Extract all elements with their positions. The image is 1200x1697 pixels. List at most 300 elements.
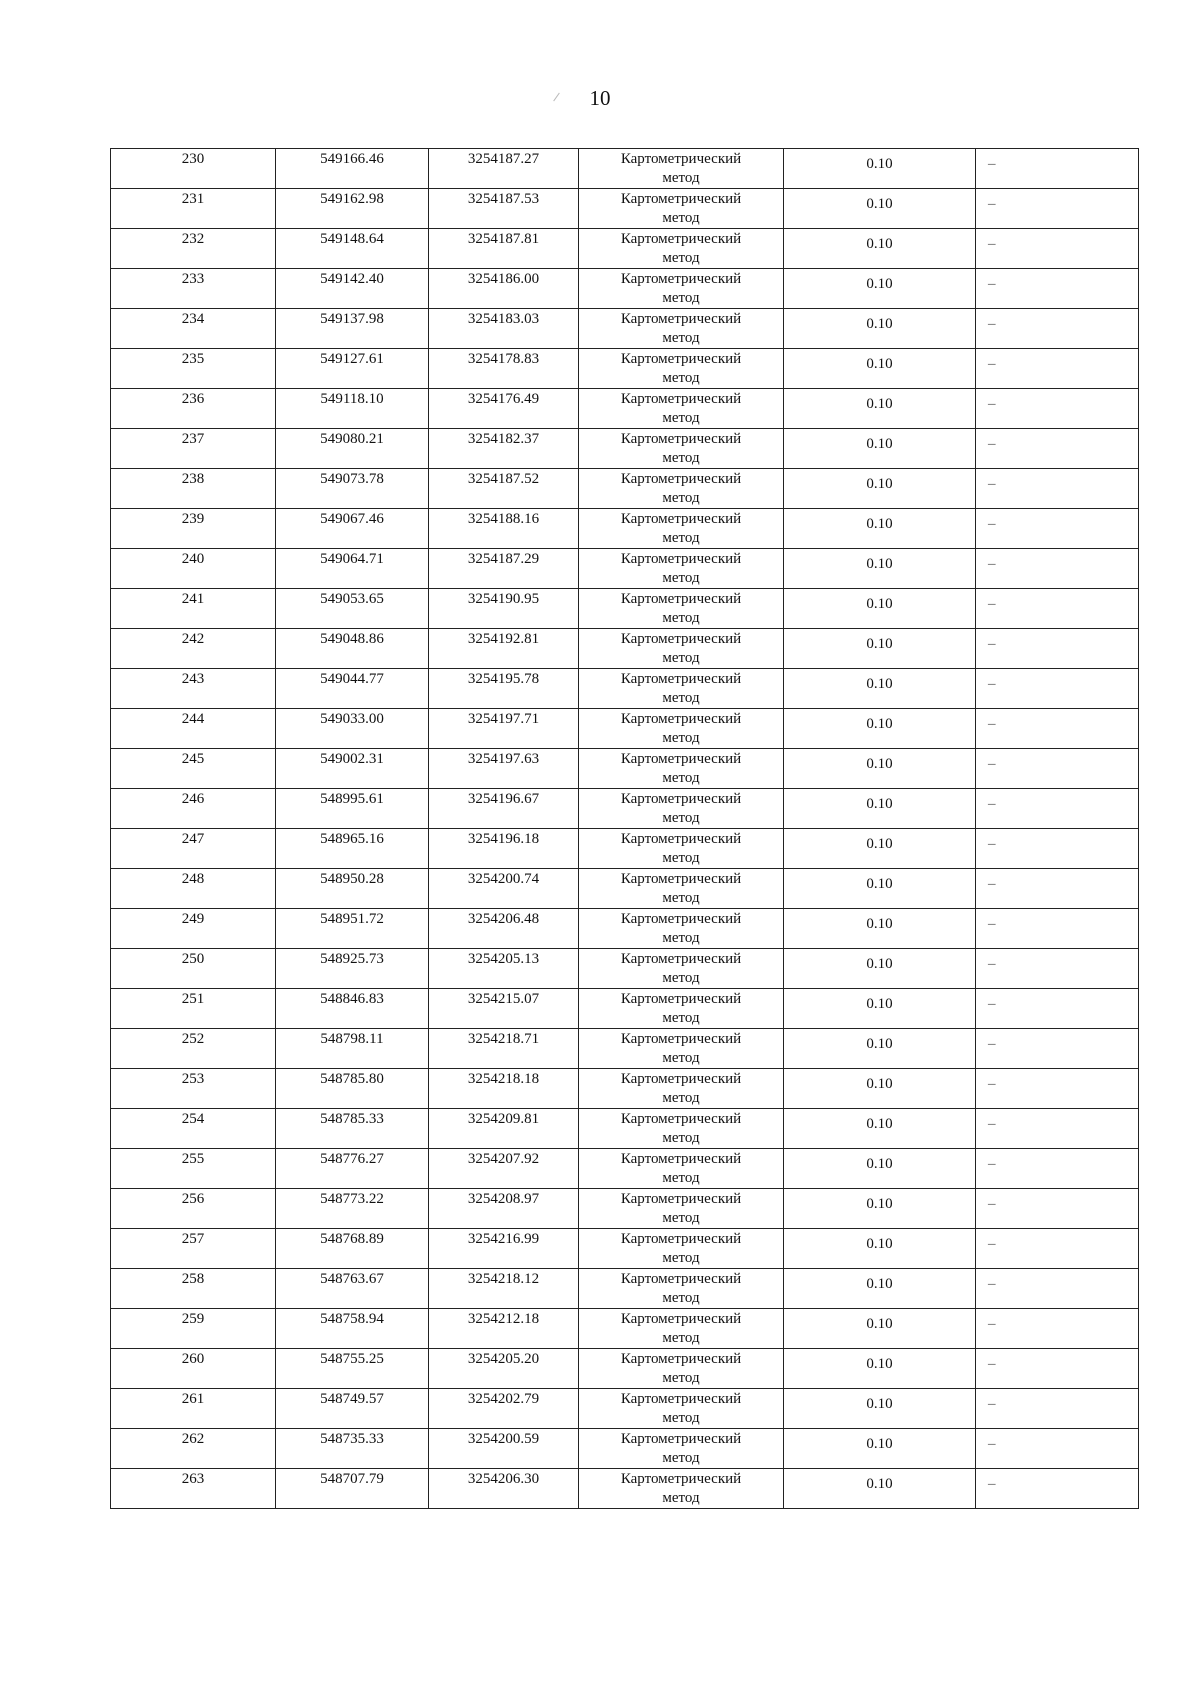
table-row: [111, 1309, 1139, 1349]
point-number-cell-value: 240: [181, 551, 205, 567]
table-row: [111, 1429, 1139, 1469]
x-coordinate-cell: [276, 1309, 429, 1349]
method-line2: метод: [662, 450, 700, 466]
x-coordinate-cell-value: 549148.64: [320, 231, 384, 247]
point-number-cell-value: 237: [181, 431, 205, 447]
description-cell-value: –: [988, 756, 996, 772]
x-coordinate-cell-value: 549166.46: [320, 151, 384, 167]
accuracy-cell-value: 0.10: [866, 1276, 893, 1292]
x-coordinate-cell-value: 549064.71: [320, 551, 384, 567]
method-cell: [579, 869, 784, 909]
method-cell: [579, 749, 784, 789]
y-coordinate-cell-value: 3254202.79: [467, 1391, 540, 1407]
method-cell: [579, 1189, 784, 1229]
method-line2: метод: [662, 1370, 700, 1386]
description-cell-value: –: [988, 836, 996, 852]
description-cell: [976, 1309, 1139, 1349]
y-coordinate-cell-value: 3254187.53: [467, 191, 540, 207]
y-coordinate-cell: [429, 909, 579, 949]
description-cell: [976, 1349, 1139, 1389]
y-coordinate-cell-value: 3254186.00: [467, 271, 540, 287]
x-coordinate-cell-value: 549053.65: [320, 591, 384, 607]
x-coordinate-cell: [276, 349, 429, 389]
method-line1: Картометрический: [620, 631, 742, 647]
method-line2: метод: [662, 1450, 700, 1466]
x-coordinate-cell: [276, 549, 429, 589]
description-cell-value: –: [988, 436, 996, 452]
accuracy-cell: [784, 1029, 976, 1069]
method-cell: [579, 829, 784, 869]
method-line1: Картометрический: [620, 1231, 742, 1247]
method-cell: [579, 309, 784, 349]
y-coordinate-cell-value: 3254182.37: [467, 431, 540, 447]
x-coordinate-cell-value: 548965.16: [320, 831, 384, 847]
y-coordinate-cell-value: 3254200.74: [467, 871, 540, 887]
y-coordinate-cell: [429, 1349, 579, 1389]
table-row: [111, 1189, 1139, 1229]
point-number-cell-value: 230: [181, 151, 205, 167]
method-line2: метод: [662, 890, 700, 906]
description-cell: [976, 309, 1139, 349]
accuracy-cell-value: 0.10: [866, 1116, 893, 1132]
x-coordinate-cell-value: 548950.28: [320, 871, 384, 887]
x-coordinate-cell-value: 548773.22: [320, 1191, 384, 1207]
point-number-cell: [111, 869, 276, 909]
description-cell-value: –: [988, 1156, 996, 1172]
x-coordinate-cell: [276, 1029, 429, 1069]
method-line1: Картометрический: [620, 271, 742, 287]
description-cell-value: –: [988, 396, 996, 412]
description-cell: [976, 629, 1139, 669]
x-coordinate-cell: [276, 1389, 429, 1429]
x-coordinate-cell: [276, 989, 429, 1029]
y-coordinate-cell-value: 3254187.29: [467, 551, 540, 567]
x-coordinate-cell: [276, 149, 429, 189]
point-number-cell-value: 232: [181, 231, 205, 247]
accuracy-cell: [784, 309, 976, 349]
point-number-cell: [111, 1189, 276, 1229]
method-line2: метод: [662, 410, 700, 426]
point-number-cell-value: 241: [181, 591, 205, 607]
method-line1: Картометрический: [620, 1111, 742, 1127]
point-number-cell: [111, 1309, 276, 1349]
point-number-cell-value: 257: [181, 1231, 205, 1247]
point-number-cell: [111, 149, 276, 189]
point-number-cell-value: 255: [181, 1151, 205, 1167]
description-cell: [976, 1189, 1139, 1229]
method-line1: Картометрический: [620, 311, 742, 327]
method-line1: Картометрический: [620, 991, 742, 1007]
y-coordinate-cell-value: 3254206.30: [467, 1471, 540, 1487]
table-row: [111, 709, 1139, 749]
x-coordinate-cell-value: 548768.89: [320, 1231, 384, 1247]
point-number-cell: [111, 1349, 276, 1389]
point-number-cell: [111, 989, 276, 1029]
y-coordinate-cell: [429, 1269, 579, 1309]
accuracy-cell-value: 0.10: [866, 716, 893, 732]
method-cell: [579, 1269, 784, 1309]
accuracy-cell-value: 0.10: [866, 316, 893, 332]
y-coordinate-cell: [429, 1189, 579, 1229]
accuracy-cell: [784, 269, 976, 309]
x-coordinate-cell: [276, 589, 429, 629]
point-number-cell: [111, 1389, 276, 1429]
y-coordinate-cell-value: 3254205.20: [467, 1351, 540, 1367]
method-line2: метод: [662, 850, 700, 866]
x-coordinate-cell-value: 549080.21: [320, 431, 384, 447]
method-line1: Картометрический: [620, 671, 742, 687]
accuracy-cell: [784, 469, 976, 509]
point-number-cell: [111, 749, 276, 789]
method-cell: [579, 1309, 784, 1349]
method-line1: Картометрический: [620, 1431, 742, 1447]
y-coordinate-cell: [429, 389, 579, 429]
point-number-cell-value: 247: [181, 831, 205, 847]
accuracy-cell-value: 0.10: [866, 1436, 893, 1452]
accuracy-cell: [784, 149, 976, 189]
description-cell-value: –: [988, 556, 996, 572]
table-row: [111, 989, 1139, 1029]
x-coordinate-cell-value: 548776.27: [320, 1151, 384, 1167]
table-row: [111, 629, 1139, 669]
accuracy-cell: [784, 949, 976, 989]
accuracy-cell: [784, 229, 976, 269]
description-cell-value: –: [988, 236, 996, 252]
table-row: [111, 1229, 1139, 1269]
accuracy-cell-value: 0.10: [866, 356, 893, 372]
method-cell: [579, 469, 784, 509]
x-coordinate-cell: [276, 629, 429, 669]
y-coordinate-cell: [429, 309, 579, 349]
accuracy-cell-value: 0.10: [866, 1396, 893, 1412]
y-coordinate-cell: [429, 869, 579, 909]
point-number-cell-value: 263: [181, 1471, 205, 1487]
table-row: [111, 909, 1139, 949]
x-coordinate-cell: [276, 269, 429, 309]
description-cell-value: –: [988, 196, 996, 212]
accuracy-cell-value: 0.10: [866, 1076, 893, 1092]
accuracy-cell: [784, 1069, 976, 1109]
accuracy-cell: [784, 1149, 976, 1189]
description-cell: [976, 1429, 1139, 1469]
description-cell-value: –: [988, 156, 996, 172]
method-line2: метод: [662, 1090, 700, 1106]
coordinates-table-body: [111, 149, 1139, 1509]
x-coordinate-cell: [276, 949, 429, 989]
accuracy-cell-value: 0.10: [866, 476, 893, 492]
method-line2: метод: [662, 690, 700, 706]
y-coordinate-cell: [429, 709, 579, 749]
description-cell-value: –: [988, 956, 996, 972]
x-coordinate-cell-value: 549162.98: [320, 191, 384, 207]
point-number-cell: [111, 429, 276, 469]
method-line2: метод: [662, 610, 700, 626]
method-cell: [579, 669, 784, 709]
accuracy-cell: [784, 869, 976, 909]
point-number-cell-value: 248: [181, 871, 205, 887]
y-coordinate-cell-value: 3254192.81: [467, 631, 540, 647]
x-coordinate-cell: [276, 829, 429, 869]
point-number-cell: [111, 1229, 276, 1269]
method-cell: [579, 709, 784, 749]
method-cell: [579, 389, 784, 429]
y-coordinate-cell: [429, 1149, 579, 1189]
x-coordinate-cell: [276, 1109, 429, 1149]
point-number-cell-value: 231: [181, 191, 205, 207]
y-coordinate-cell: [429, 669, 579, 709]
point-number-cell: [111, 1429, 276, 1469]
method-line1: Картометрический: [620, 751, 742, 767]
method-line2: метод: [662, 570, 700, 586]
accuracy-cell: [784, 1109, 976, 1149]
description-cell: [976, 1389, 1139, 1429]
description-cell: [976, 269, 1139, 309]
point-number-cell-value: 260: [181, 1351, 205, 1367]
method-line2: метод: [662, 1490, 700, 1506]
point-number-cell-value: 261: [181, 1391, 205, 1407]
point-number-cell: [111, 189, 276, 229]
accuracy-cell-value: 0.10: [866, 956, 893, 972]
method-line1: Картометрический: [620, 1271, 742, 1287]
point-number-cell-value: 256: [181, 1191, 205, 1207]
table-row: [111, 189, 1139, 229]
description-cell: [976, 709, 1139, 749]
description-cell-value: –: [988, 316, 996, 332]
method-line2: метод: [662, 730, 700, 746]
method-line1: Картометрический: [620, 1031, 742, 1047]
accuracy-cell-value: 0.10: [866, 1196, 893, 1212]
method-line1: Картометрический: [620, 1191, 742, 1207]
y-coordinate-cell-value: 3254196.18: [467, 831, 540, 847]
method-line1: Картометрический: [620, 1151, 742, 1167]
method-cell: [579, 989, 784, 1029]
method-line1: Картометрический: [620, 151, 742, 167]
y-coordinate-cell-value: 3254218.18: [467, 1071, 540, 1087]
method-cell: [579, 189, 784, 229]
description-cell: [976, 1069, 1139, 1109]
x-coordinate-cell-value: 548755.25: [320, 1351, 384, 1367]
method-line1: Картометрический: [620, 551, 742, 567]
description-cell-value: –: [988, 516, 996, 532]
y-coordinate-cell: [429, 429, 579, 469]
point-number-cell: [111, 1469, 276, 1509]
x-coordinate-cell: [276, 789, 429, 829]
description-cell: [976, 229, 1139, 269]
method-cell: [579, 1429, 784, 1469]
description-cell-value: –: [988, 796, 996, 812]
y-coordinate-cell: [429, 1309, 579, 1349]
description-cell-value: –: [988, 276, 996, 292]
point-number-cell: [111, 229, 276, 269]
y-coordinate-cell-value: 3254218.71: [467, 1031, 540, 1047]
method-line2: метод: [662, 170, 700, 186]
y-coordinate-cell: [429, 229, 579, 269]
description-cell-value: –: [988, 636, 996, 652]
description-cell-value: –: [988, 356, 996, 372]
x-coordinate-cell: [276, 1149, 429, 1189]
point-number-cell: [111, 589, 276, 629]
method-cell: [579, 349, 784, 389]
x-coordinate-cell-value: 548995.61: [320, 791, 384, 807]
point-number-cell-value: 249: [181, 911, 205, 927]
accuracy-cell: [784, 1309, 976, 1349]
point-number-cell: [111, 1069, 276, 1109]
method-line1: Картометрический: [620, 951, 742, 967]
method-cell: [579, 789, 784, 829]
description-cell: [976, 829, 1139, 869]
description-cell-value: –: [988, 1356, 996, 1372]
table-row: [111, 309, 1139, 349]
method-cell: [579, 1109, 784, 1149]
description-cell-value: –: [988, 1236, 996, 1252]
method-cell: [579, 949, 784, 989]
point-number-cell-value: 254: [181, 1111, 205, 1127]
x-coordinate-cell: [276, 1349, 429, 1389]
x-coordinate-cell-value: 548846.83: [320, 991, 384, 1007]
x-coordinate-cell-value: 548758.94: [320, 1311, 384, 1327]
accuracy-cell: [784, 909, 976, 949]
description-cell: [976, 149, 1139, 189]
y-coordinate-cell: [429, 829, 579, 869]
y-coordinate-cell-value: 3254207.92: [467, 1151, 540, 1167]
y-coordinate-cell-value: 3254178.83: [467, 351, 540, 367]
coordinates-table-container: [110, 148, 1138, 1509]
table-row: [111, 1469, 1139, 1509]
accuracy-cell-value: 0.10: [866, 796, 893, 812]
accuracy-cell: [784, 1389, 976, 1429]
description-cell: [976, 469, 1139, 509]
point-number-cell-value: 246: [181, 791, 205, 807]
table-row: [111, 469, 1139, 509]
accuracy-cell-value: 0.10: [866, 1356, 893, 1372]
y-coordinate-cell-value: 3254187.81: [467, 231, 540, 247]
method-line2: метод: [662, 210, 700, 226]
description-cell: [976, 1029, 1139, 1069]
method-line1: Картометрический: [620, 511, 742, 527]
table-row: [111, 1349, 1139, 1389]
accuracy-cell-value: 0.10: [866, 636, 893, 652]
x-coordinate-cell-value: 548707.79: [320, 1471, 384, 1487]
method-line1: Картометрический: [620, 911, 742, 927]
x-coordinate-cell-value: 549048.86: [320, 631, 384, 647]
description-cell-value: –: [988, 716, 996, 732]
x-coordinate-cell: [276, 229, 429, 269]
method-line2: метод: [662, 1010, 700, 1026]
method-cell: [579, 909, 784, 949]
x-coordinate-cell: [276, 509, 429, 549]
description-cell-value: –: [988, 476, 996, 492]
method-line2: метод: [662, 330, 700, 346]
table-row: [111, 669, 1139, 709]
x-coordinate-cell: [276, 469, 429, 509]
table-row: [111, 749, 1139, 789]
accuracy-cell-value: 0.10: [866, 1476, 893, 1492]
y-coordinate-cell-value: 3254205.13: [467, 951, 540, 967]
y-coordinate-cell-value: 3254187.52: [467, 471, 540, 487]
description-cell: [976, 869, 1139, 909]
table-row: [111, 789, 1139, 829]
description-cell: [976, 989, 1139, 1029]
point-number-cell: [111, 269, 276, 309]
y-coordinate-cell: [429, 269, 579, 309]
y-coordinate-cell: [429, 749, 579, 789]
method-cell: [579, 229, 784, 269]
description-cell-value: –: [988, 916, 996, 932]
y-coordinate-cell-value: 3254218.12: [467, 1271, 540, 1287]
x-coordinate-cell: [276, 1429, 429, 1469]
description-cell: [976, 1269, 1139, 1309]
method-line2: метод: [662, 490, 700, 506]
method-line1: Картометрический: [620, 231, 742, 247]
method-line2: метод: [662, 930, 700, 946]
method-line1: Картометрический: [620, 431, 742, 447]
point-number-cell: [111, 1149, 276, 1189]
method-line1: Картометрический: [620, 1471, 742, 1487]
x-coordinate-cell: [276, 869, 429, 909]
method-cell: [579, 1029, 784, 1069]
table-row: [111, 509, 1139, 549]
y-coordinate-cell-value: 3254190.95: [467, 591, 540, 607]
accuracy-cell: [784, 829, 976, 869]
accuracy-cell: [784, 429, 976, 469]
point-number-cell: [111, 909, 276, 949]
method-cell: [579, 589, 784, 629]
x-coordinate-cell-value: 548763.67: [320, 1271, 384, 1287]
table-row: [111, 949, 1139, 989]
description-cell-value: –: [988, 1196, 996, 1212]
method-cell: [579, 549, 784, 589]
y-coordinate-cell: [429, 949, 579, 989]
point-number-cell: [111, 1269, 276, 1309]
point-number-cell-value: 235: [181, 351, 205, 367]
x-coordinate-cell-value: 549142.40: [320, 271, 384, 287]
x-coordinate-cell-value: 548785.33: [320, 1111, 384, 1127]
accuracy-cell: [784, 1229, 976, 1269]
method-line2: метод: [662, 650, 700, 666]
y-coordinate-cell-value: 3254209.81: [467, 1111, 540, 1127]
point-number-cell: [111, 789, 276, 829]
table-row: [111, 549, 1139, 589]
point-number-cell-value: 244: [181, 711, 205, 727]
point-number-cell: [111, 389, 276, 429]
accuracy-cell-value: 0.10: [866, 876, 893, 892]
method-cell: [579, 429, 784, 469]
y-coordinate-cell: [429, 1109, 579, 1149]
description-cell-value: –: [988, 1476, 996, 1492]
point-number-cell-value: 233: [181, 271, 205, 287]
y-coordinate-cell: [429, 549, 579, 589]
description-cell: [976, 509, 1139, 549]
y-coordinate-cell: [429, 1229, 579, 1269]
table-row: [111, 1029, 1139, 1069]
y-coordinate-cell-value: 3254196.67: [467, 791, 540, 807]
description-cell: [976, 429, 1139, 469]
point-number-cell: [111, 629, 276, 669]
accuracy-cell: [784, 589, 976, 629]
x-coordinate-cell-value: 549067.46: [320, 511, 384, 527]
accuracy-cell-value: 0.10: [866, 156, 893, 172]
description-cell: [976, 349, 1139, 389]
description-cell-value: –: [988, 676, 996, 692]
method-line2: метод: [662, 1050, 700, 1066]
x-coordinate-cell-value: 549002.31: [320, 751, 384, 767]
method-line1: Картометрический: [620, 191, 742, 207]
y-coordinate-cell: [429, 789, 579, 829]
point-number-cell-value: 245: [181, 751, 205, 767]
description-cell-value: –: [988, 876, 996, 892]
point-number-cell: [111, 349, 276, 389]
accuracy-cell: [784, 349, 976, 389]
